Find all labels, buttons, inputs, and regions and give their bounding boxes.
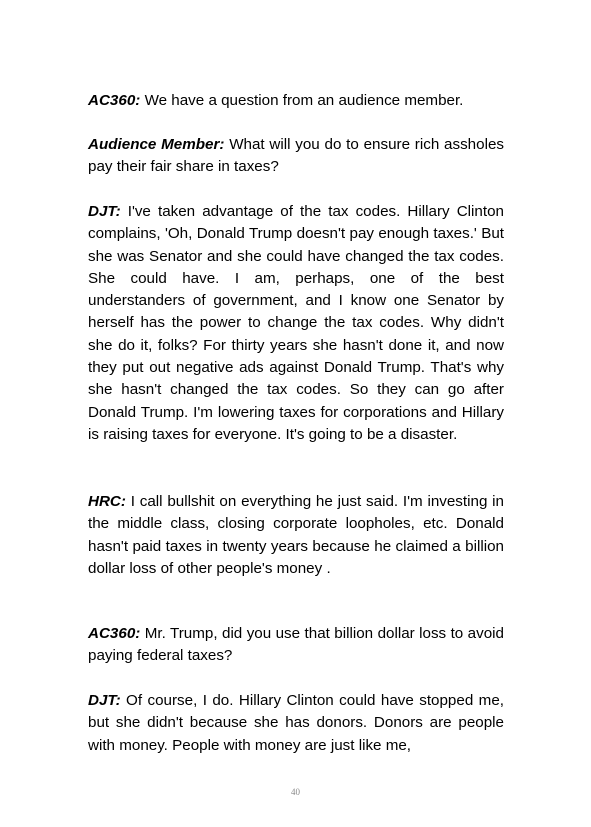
paragraph-text: I've taken advantage of the tax codes. Hillary Clinton complains, 'Oh, Donald Trump doesn't pay enough taxes.' But she was Senator and she could have changed the tax codes. She could have. I am, perhaps, one of the best understanders of government, and I know one Senator by herself has the power to change the tax codes. Why didn't she do it, folks? For thirty years she hasn't done it, and now they put out negative ads against Donald Trump. That's why she hasn't changed the tax codes. So they can go after Donald Trump. I'm lowering taxes for corporations and Hillary is raising taxes for everyone. It's going to be a disaster.	[88, 203, 504, 443]
speaker-label: HRC:	[88, 493, 126, 510]
transcript-paragraph-ac360-question	[88, 90, 504, 112]
speaker-label: DJT:	[88, 203, 121, 220]
speaker-label: Audience Member:	[88, 136, 225, 153]
paragraph-text: What will you do to ensure rich assholes pay their fair share in taxes?	[88, 136, 504, 176]
paragraph-text: We have a question from an audience member.	[140, 92, 464, 109]
page-number: 40	[291, 787, 300, 797]
transcript-paragraph-hrc	[88, 491, 504, 580]
paragraph-text: Mr. Trump, did you use that billion dollar loss to avoid paying federal taxes?	[88, 625, 504, 665]
transcript-paragraph-audience-member	[88, 134, 504, 179]
paragraph-text: Of course, I do. Hillary Clinton could have stopped me, but she didn't because she has donors. Donors are people with money. People with money are just like me,	[88, 692, 504, 754]
speaker-label: AC360:	[88, 92, 141, 109]
transcript-paragraph-ac360-followup	[88, 623, 504, 668]
transcript-paragraph-djt-donors	[88, 690, 504, 757]
speaker-label: AC360:	[88, 625, 141, 642]
paragraph-text: I call bullshit on everything he just said. I'm investing in the middle class, closing corporate loopholes, etc. Donald hasn't paid taxes in twenty years because he claimed a billion dollar loss of other people's money .	[88, 493, 504, 577]
speaker-label: DJT:	[88, 692, 121, 709]
transcript-paragraph-djt-tax-codes	[88, 201, 504, 446]
